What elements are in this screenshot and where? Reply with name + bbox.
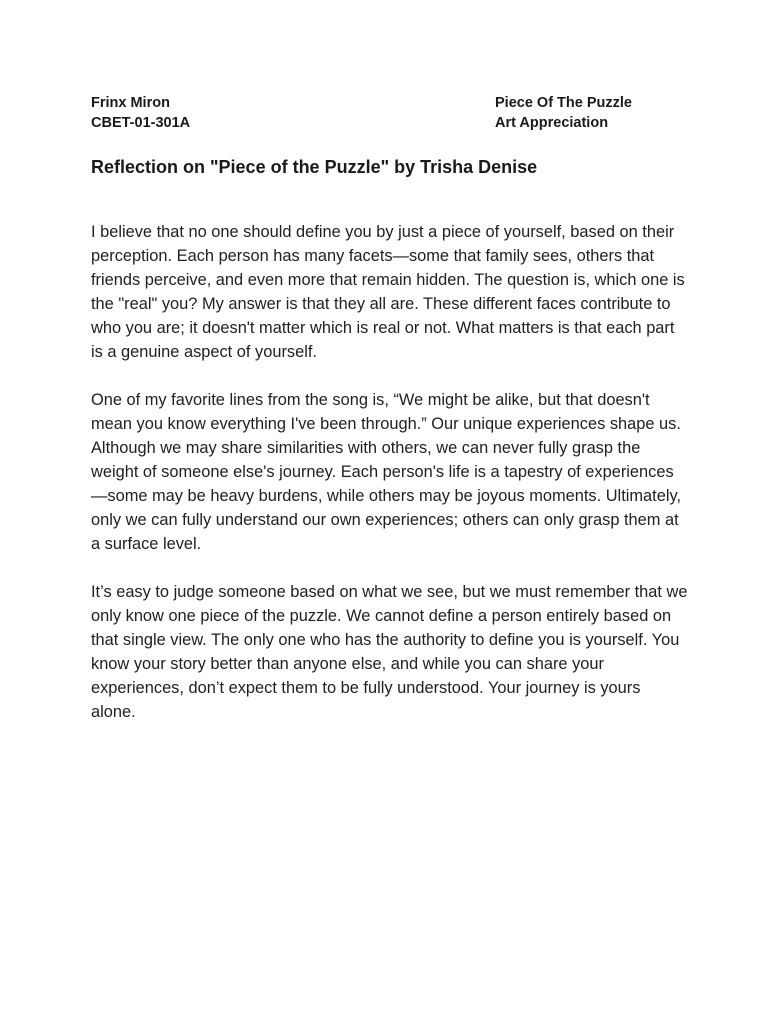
document-header: [91, 93, 681, 135]
paragraph-3: It’s easy to judge someone based on what we see, but we must remember that we only know one piece of the puzzle. We cannot define a person entirely based on that single view. The only one who has the authority to define you is yourself. You know your story better than anyone else, and while you can share your experiences, don’t expect them to be fully understood. Your journey is yours alone.: [91, 583, 688, 721]
paragraph-2: One of my favorite lines from the song is, “We might be alike, but that doesn't mean you know everything I've been through.” Our unique experiences shape us. Although we may share similarities with others, we can never fully grasp the weight of someone else's journey. Each person's life is a tapestry of experiences—some may be heavy burdens, while others may be joyous moments. Ultimately, only we can fully understand our own experiences; others can only grasp them at a surface level.: [91, 391, 682, 553]
author-section: CBET-01-301A: [91, 115, 191, 131]
header-left-block: [91, 93, 190, 133]
document-topic: Piece Of The Puzzle: [495, 95, 632, 111]
document-title: Reflection on "Piece of the Puzzle" by Trisha Denise: [91, 157, 538, 177]
header-right-block: [495, 93, 632, 133]
author-name: Frinx Miron: [91, 95, 170, 111]
course-name: Art Appreciation: [495, 115, 609, 131]
paragraph-1: I believe that no one should define you by just a piece of yourself, based on their perception. Each person has many facets—some that family sees, others that friends perceive, and even more that remain hidden. The question is, which one is the "real" you? My answer is that they all are. These different faces contribute to who you are; it doesn't matter which is real or not. What matters is that each part is a genuine aspect of yourself.: [91, 223, 685, 361]
document-body: [91, 220, 689, 748]
